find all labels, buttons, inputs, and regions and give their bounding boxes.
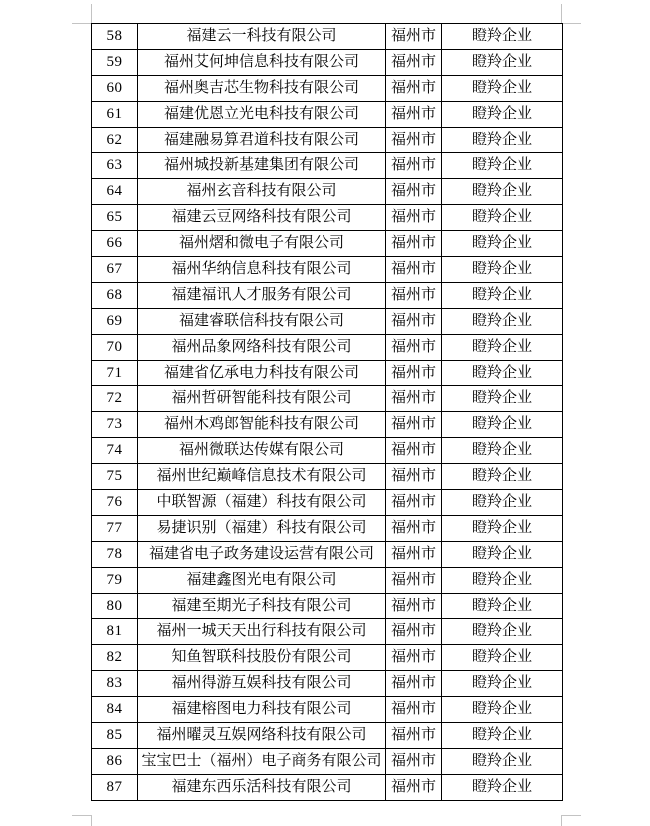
enterprise-type-cell: 瞪羚企业: [442, 24, 563, 50]
table-row: [92, 438, 563, 464]
enterprise-type-cell: 瞪羚企业: [442, 49, 563, 75]
city-cell: 福州市: [386, 774, 442, 800]
city-cell: 福州市: [386, 308, 442, 334]
row-index-cell: 68: [92, 282, 138, 308]
row-index-cell: 59: [92, 49, 138, 75]
company-name-cell: 中联智源（福建）科技有限公司: [138, 490, 386, 516]
enterprise-type-cell: 瞪羚企业: [442, 774, 563, 800]
table-row: [92, 748, 563, 774]
table-row: [92, 334, 563, 360]
margin-mark-bottom-right: [561, 815, 581, 826]
city-cell: 福州市: [386, 567, 442, 593]
company-name-cell: 福建榕图电力科技有限公司: [138, 697, 386, 723]
table-row: [92, 101, 563, 127]
table-row: [92, 127, 563, 153]
row-index-cell: 58: [92, 24, 138, 50]
city-cell: 福州市: [386, 697, 442, 723]
city-cell: 福州市: [386, 748, 442, 774]
row-index-cell: 86: [92, 748, 138, 774]
company-name-cell: 福州木鸡郎智能科技有限公司: [138, 412, 386, 438]
city-cell: 福州市: [386, 645, 442, 671]
row-index-cell: 87: [92, 774, 138, 800]
city-cell: 福州市: [386, 619, 442, 645]
table-row: [92, 257, 563, 283]
company-name-cell: 福州一城天天出行科技有限公司: [138, 619, 386, 645]
city-cell: 福州市: [386, 101, 442, 127]
company-name-cell: 福建鑫图光电有限公司: [138, 567, 386, 593]
table-row: [92, 541, 563, 567]
table-row: [92, 645, 563, 671]
table-row: [92, 671, 563, 697]
table-row: [92, 567, 563, 593]
table-row: [92, 75, 563, 101]
city-cell: 福州市: [386, 490, 442, 516]
company-name-cell: 福州曜灵互娱网络科技有限公司: [138, 723, 386, 749]
margin-mark-bottom-left: [72, 815, 92, 826]
company-name-cell: 福州世纪巅峰信息技术有限公司: [138, 464, 386, 490]
company-name-cell: 福建福讯人才服务有限公司: [138, 282, 386, 308]
company-name-cell: 福州得游互娱科技有限公司: [138, 671, 386, 697]
row-index-cell: 67: [92, 257, 138, 283]
company-name-cell: 福州熠和微电子有限公司: [138, 231, 386, 257]
city-cell: 福州市: [386, 231, 442, 257]
enterprise-type-cell: 瞪羚企业: [442, 308, 563, 334]
enterprise-type-cell: 瞪羚企业: [442, 282, 563, 308]
row-index-cell: 65: [92, 205, 138, 231]
table-body: [92, 24, 563, 801]
enterprise-type-cell: 瞪羚企业: [442, 567, 563, 593]
company-name-cell: 福州城投新基建集团有限公司: [138, 153, 386, 179]
margin-mark-top-right: [561, 4, 581, 24]
row-index-cell: 81: [92, 619, 138, 645]
company-name-cell: 福州哲研智能科技有限公司: [138, 386, 386, 412]
row-index-cell: 66: [92, 231, 138, 257]
enterprise-type-cell: 瞪羚企业: [442, 748, 563, 774]
table-row: [92, 308, 563, 334]
company-name-cell: 福建省亿承电力科技有限公司: [138, 360, 386, 386]
enterprise-type-cell: 瞪羚企业: [442, 179, 563, 205]
enterprise-type-cell: 瞪羚企业: [442, 153, 563, 179]
table-row: [92, 205, 563, 231]
city-cell: 福州市: [386, 334, 442, 360]
table-row: [92, 24, 563, 50]
enterprise-type-cell: 瞪羚企业: [442, 723, 563, 749]
table-row: [92, 179, 563, 205]
row-index-cell: 83: [92, 671, 138, 697]
table-row: [92, 593, 563, 619]
company-name-cell: 福州华纳信息科技有限公司: [138, 257, 386, 283]
city-cell: 福州市: [386, 49, 442, 75]
company-name-cell: 福建睿联信科技有限公司: [138, 308, 386, 334]
city-cell: 福州市: [386, 671, 442, 697]
enterprise-type-cell: 瞪羚企业: [442, 360, 563, 386]
table-row: [92, 49, 563, 75]
city-cell: 福州市: [386, 464, 442, 490]
company-name-cell: 福州品象网络科技有限公司: [138, 334, 386, 360]
company-name-cell: 福州艾何坤信息科技有限公司: [138, 49, 386, 75]
row-index-cell: 64: [92, 179, 138, 205]
enterprise-type-cell: 瞪羚企业: [442, 619, 563, 645]
city-cell: 福州市: [386, 75, 442, 101]
gazelle-enterprise-table: [91, 23, 563, 801]
enterprise-type-cell: 瞪羚企业: [442, 101, 563, 127]
company-name-cell: 福建至期光子科技有限公司: [138, 593, 386, 619]
city-cell: 福州市: [386, 360, 442, 386]
table-row: [92, 386, 563, 412]
city-cell: 福州市: [386, 515, 442, 541]
enterprise-type-cell: 瞪羚企业: [442, 464, 563, 490]
enterprise-type-cell: 瞪羚企业: [442, 593, 563, 619]
table-row: [92, 619, 563, 645]
city-cell: 福州市: [386, 593, 442, 619]
city-cell: 福州市: [386, 179, 442, 205]
city-cell: 福州市: [386, 438, 442, 464]
enterprise-type-cell: 瞪羚企业: [442, 231, 563, 257]
row-index-cell: 85: [92, 723, 138, 749]
company-name-cell: 福建东西乐活科技有限公司: [138, 774, 386, 800]
city-cell: 福州市: [386, 541, 442, 567]
enterprise-type-cell: 瞪羚企业: [442, 541, 563, 567]
table-row: [92, 153, 563, 179]
company-name-cell: 知鱼智联科技股份有限公司: [138, 645, 386, 671]
table-row: [92, 231, 563, 257]
table-row: [92, 490, 563, 516]
company-name-cell: 福建融易算君道科技有限公司: [138, 127, 386, 153]
row-index-cell: 74: [92, 438, 138, 464]
company-name-cell: 福州奥吉芯生物科技有限公司: [138, 75, 386, 101]
enterprise-type-cell: 瞪羚企业: [442, 205, 563, 231]
row-index-cell: 76: [92, 490, 138, 516]
enterprise-type-cell: 瞪羚企业: [442, 334, 563, 360]
company-name-cell: 福建优恩立光电科技有限公司: [138, 101, 386, 127]
row-index-cell: 71: [92, 360, 138, 386]
city-cell: 福州市: [386, 257, 442, 283]
company-name-cell: 宝宝巴士（福州）电子商务有限公司: [138, 748, 386, 774]
row-index-cell: 82: [92, 645, 138, 671]
city-cell: 福州市: [386, 386, 442, 412]
enterprise-type-cell: 瞪羚企业: [442, 697, 563, 723]
enterprise-type-cell: 瞪羚企业: [442, 515, 563, 541]
table-row: [92, 412, 563, 438]
enterprise-type-cell: 瞪羚企业: [442, 257, 563, 283]
company-name-cell: 福建云一科技有限公司: [138, 24, 386, 50]
enterprise-type-cell: 瞪羚企业: [442, 127, 563, 153]
company-name-cell: 福州微联达传媒有限公司: [138, 438, 386, 464]
margin-mark-top-left: [72, 4, 92, 24]
table-row: [92, 360, 563, 386]
row-index-cell: 78: [92, 541, 138, 567]
row-index-cell: 80: [92, 593, 138, 619]
row-index-cell: 77: [92, 515, 138, 541]
company-name-cell: 福建云豆网络科技有限公司: [138, 205, 386, 231]
table-row: [92, 282, 563, 308]
company-name-cell: 易捷识别（福建）科技有限公司: [138, 515, 386, 541]
row-index-cell: 69: [92, 308, 138, 334]
row-index-cell: 61: [92, 101, 138, 127]
table-row: [92, 515, 563, 541]
table-row: [92, 697, 563, 723]
row-index-cell: 72: [92, 386, 138, 412]
city-cell: 福州市: [386, 412, 442, 438]
row-index-cell: 63: [92, 153, 138, 179]
company-name-cell: 福建省电子政务建设运营有限公司: [138, 541, 386, 567]
row-index-cell: 79: [92, 567, 138, 593]
city-cell: 福州市: [386, 127, 442, 153]
row-index-cell: 84: [92, 697, 138, 723]
city-cell: 福州市: [386, 153, 442, 179]
row-index-cell: 73: [92, 412, 138, 438]
row-index-cell: 60: [92, 75, 138, 101]
city-cell: 福州市: [386, 282, 442, 308]
enterprise-type-cell: 瞪羚企业: [442, 490, 563, 516]
city-cell: 福州市: [386, 24, 442, 50]
row-index-cell: 70: [92, 334, 138, 360]
table-row: [92, 774, 563, 800]
enterprise-type-cell: 瞪羚企业: [442, 671, 563, 697]
table-row: [92, 464, 563, 490]
enterprise-type-cell: 瞪羚企业: [442, 645, 563, 671]
enterprise-type-cell: 瞪羚企业: [442, 386, 563, 412]
enterprise-type-cell: 瞪羚企业: [442, 438, 563, 464]
city-cell: 福州市: [386, 723, 442, 749]
city-cell: 福州市: [386, 205, 442, 231]
row-index-cell: 62: [92, 127, 138, 153]
enterprise-type-cell: 瞪羚企业: [442, 412, 563, 438]
row-index-cell: 75: [92, 464, 138, 490]
enterprise-type-cell: 瞪羚企业: [442, 75, 563, 101]
table-row: [92, 723, 563, 749]
company-name-cell: 福州玄音科技有限公司: [138, 179, 386, 205]
